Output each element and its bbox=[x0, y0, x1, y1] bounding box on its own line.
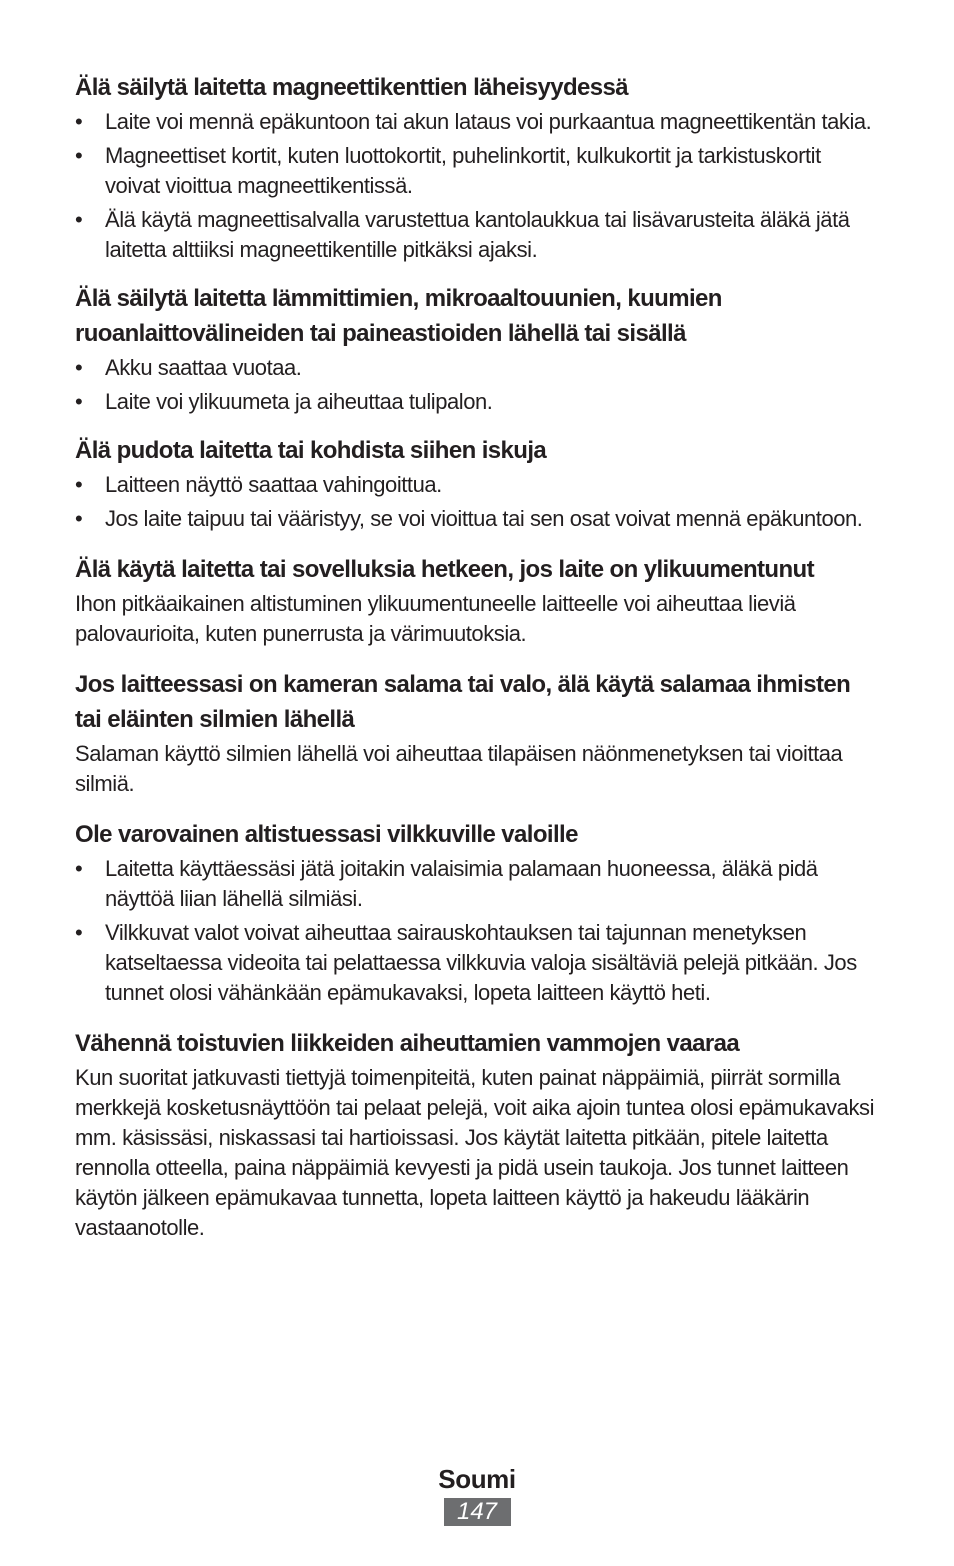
bullet-list bbox=[75, 107, 880, 265]
bullet-text: Älä käytä magneettisalvalla varustettua kantolaukkua tai lisävarusteita äläkä jätä laitetta alttiiksi magneettikentille pitkäksi ajaksi. bbox=[105, 207, 850, 262]
section-camera-flash bbox=[75, 667, 880, 799]
bullet-item bbox=[75, 854, 880, 914]
footer-language: Soumi bbox=[438, 1464, 516, 1494]
bullet-dot: • bbox=[75, 472, 83, 497]
bullet-text: Laite voi mennä epäkuntoon tai akun lataus voi purkaantua magneettikentän takia. bbox=[105, 109, 872, 134]
bullet-dot: • bbox=[75, 109, 83, 134]
bullet-item bbox=[75, 470, 880, 500]
bullet-dot: • bbox=[75, 389, 83, 414]
bullet-item bbox=[75, 918, 880, 1008]
section-repetitive-motion bbox=[75, 1026, 880, 1243]
page-footer bbox=[0, 1462, 954, 1526]
bullet-text: Vilkkuvat valot voivat aiheuttaa sairauskohtauksen tai tajunnan menetyksen katseltaessa videoita tai pelattaessa vilkkuvia valoja sisältäviä pelejä pitkään. Jos tunnet olosi vähänkään epämukavaksi, lopeta laitteen käyttö heti. bbox=[105, 920, 857, 1005]
section-heading: Älä pudota laitetta tai kohdista siihen iskuja bbox=[75, 437, 547, 464]
bullet-text: Laite voi ylikuumeta ja aiheuttaa tulipalon. bbox=[105, 389, 493, 414]
section-overheated bbox=[75, 552, 880, 649]
bullet-text: Akku saattaa vuotaa. bbox=[105, 355, 302, 380]
document-body bbox=[75, 70, 880, 1243]
bullet-text: Jos laite taipuu tai vääristyy, se voi vioittua tai sen osat voivat mennä epäkuntoon. bbox=[105, 506, 863, 531]
bullet-dot: • bbox=[75, 856, 83, 881]
section-drop-impact bbox=[75, 433, 880, 534]
bullet-dot: • bbox=[75, 355, 83, 380]
section-heaters bbox=[75, 281, 880, 417]
section-paragraph: Salaman käyttö silmien lähellä voi aiheuttaa tilapäisen näönmenetyksen tai vioittaa silmiä. bbox=[75, 741, 843, 796]
bullet-list bbox=[75, 854, 880, 1008]
section-heading: Älä säilytä laitetta magneettikenttien läheisyydessä bbox=[75, 74, 629, 101]
section-heading: Jos laitteessasi on kameran salama tai valo, älä käytä salamaa ihmisten tai eläinten silmien lähellä bbox=[75, 671, 851, 733]
bullet-dot: • bbox=[75, 920, 83, 945]
bullet-item bbox=[75, 387, 880, 417]
section-paragraph: Kun suoritat jatkuvasti tiettyjä toimenpiteitä, kuten painat näppäimiä, piirrät sormilla merkkejä kosketusnäyttöön tai pelaat pelejä, voit aika ajoin tuntea olosi epämukavaksi mm. käsissäsi, niskassasi tai hartioissasi. Jos käytät laitetta pitkään, pitele laitetta rennolla otteella, paina näppäimiä kevyesti ja pidä usein taukoja. Jos tunnet laitteen käytön jälkeen epämukavaa tunnetta, lopeta laitteen käyttö ja hakeudu lääkärin vastaanotolle. bbox=[75, 1065, 875, 1240]
bullet-text: Laitetta käyttäessäsi jätä joitakin valaisimia palamaan huoneessa, äläkä pidä näyttöä liian lähellä silmiäsi. bbox=[105, 856, 818, 911]
bullet-dot: • bbox=[75, 207, 83, 232]
bullet-dot: • bbox=[75, 506, 83, 531]
bullet-text: Laitteen näyttö saattaa vahingoittua. bbox=[105, 472, 442, 497]
page-number: 147 bbox=[444, 1498, 511, 1526]
bullet-item bbox=[75, 353, 880, 383]
section-paragraph: Ihon pitkäaikainen altistuminen ylikuumentuneelle laitteelle voi aiheuttaa lieviä palovaurioita, kuten punerrusta ja värimuutoksia. bbox=[75, 591, 796, 646]
bullet-text: Magneettiset kortit, kuten luottokortit, puhelinkortit, kulkukortit ja tarkistuskortit voivat vioittua magneettikentissä. bbox=[105, 143, 821, 198]
section-heading: Vähennä toistuvien liikkeiden aiheuttamien vammojen vaaraa bbox=[75, 1030, 740, 1057]
section-flashing-lights bbox=[75, 817, 880, 1008]
bullet-item bbox=[75, 205, 880, 265]
section-heading: Älä käytä laitetta tai sovelluksia hetkeen, jos laite on ylikuumentunut bbox=[75, 556, 814, 583]
bullet-list bbox=[75, 470, 880, 534]
bullet-item bbox=[75, 141, 880, 201]
section-magnetic-fields bbox=[75, 70, 880, 265]
bullet-dot: • bbox=[75, 143, 83, 168]
bullet-item bbox=[75, 107, 880, 137]
section-heading: Ole varovainen altistuessasi vilkkuville valoille bbox=[75, 821, 578, 848]
bullet-item bbox=[75, 504, 880, 534]
bullet-list bbox=[75, 353, 880, 417]
section-heading: Älä säilytä laitetta lämmittimien, mikroaaltouunien, kuumien ruoanlaittovälineiden tai paineastioiden lähellä tai sisällä bbox=[75, 285, 722, 347]
